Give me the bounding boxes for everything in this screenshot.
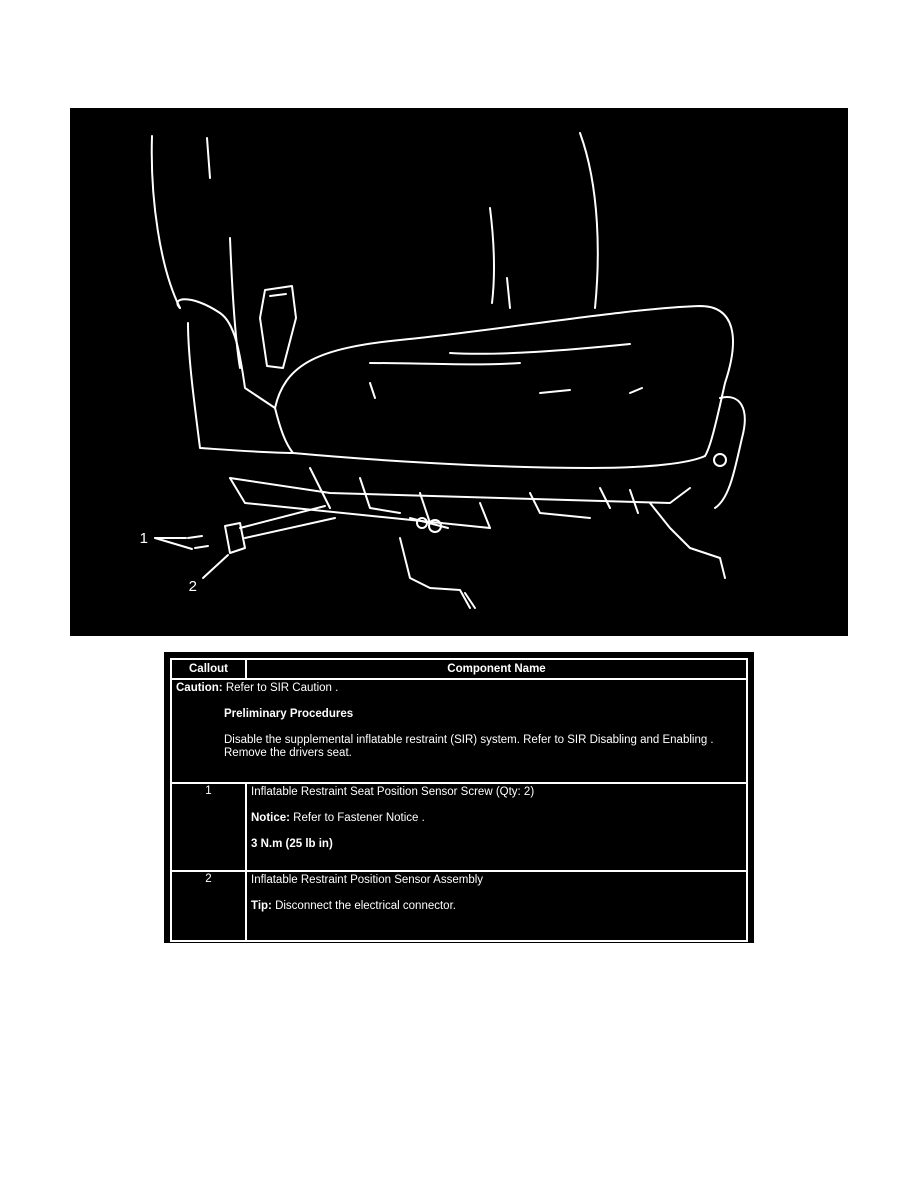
tip-label: Tip: (251, 900, 272, 912)
notice-label: Notice: (251, 812, 290, 824)
torque-spec: 3 N.m (25 lb in) (251, 838, 333, 850)
caution-row (171, 679, 747, 783)
preliminary-procedures-title: Preliminary Procedures (224, 708, 354, 720)
callout-label-2: 2 (188, 578, 197, 595)
component-name: Inflatable Restraint Position Sensor Assembly (251, 874, 484, 886)
tip-text: Disconnect the electrical connector. (271, 900, 456, 912)
row-callout: 2 (171, 871, 246, 941)
header-callout: Callout (171, 659, 246, 679)
header-component-name: Component Name (246, 659, 747, 679)
table-row (171, 783, 747, 871)
notice-text: Refer to Fastener Notice . (289, 812, 425, 824)
component-name: Inflatable Restraint Seat Position Sensor Screw (Qty: 2) (251, 786, 535, 798)
preliminary-step-1: Disable the supplemental inflatable restraint (SIR) system. Refer to SIR Disabling and Enabling . (224, 734, 714, 746)
row-component-cell (246, 871, 747, 941)
caution-label: Caution: (176, 682, 223, 694)
seat-illustration (70, 108, 848, 636)
preliminary-step-2: Remove the drivers seat. (224, 747, 352, 759)
table-header-row (171, 659, 747, 679)
callout-label-1: 1 (139, 530, 148, 547)
caution-text: Refer to SIR Caution . (222, 682, 339, 694)
row-component-cell (246, 783, 747, 871)
caution-cell (171, 679, 747, 783)
row-callout: 1 (171, 783, 246, 871)
table-row (171, 871, 747, 941)
procedure-table-wrapper (164, 652, 754, 943)
seat-drawing (70, 108, 848, 636)
procedure-table (170, 658, 748, 942)
